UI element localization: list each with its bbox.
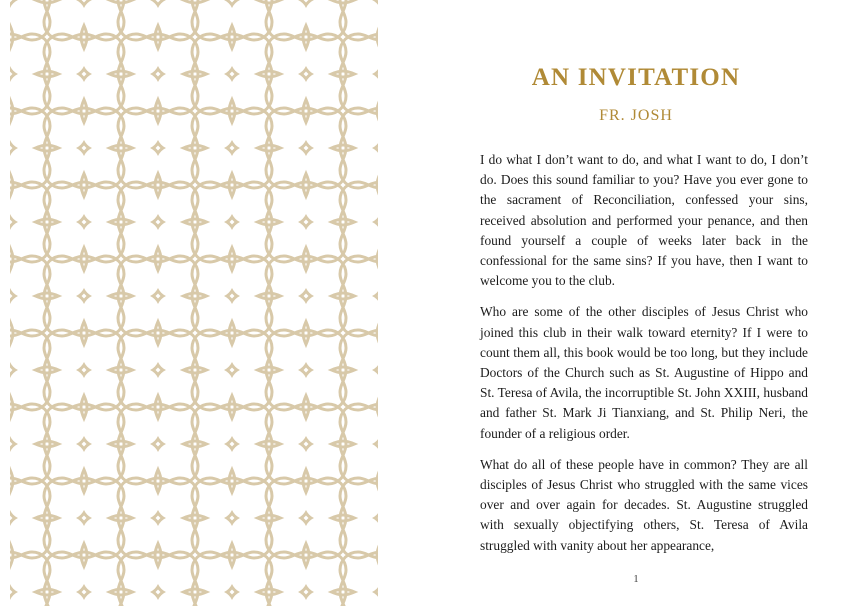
- body-text: [480, 150, 808, 556]
- right-page: [424, 0, 848, 606]
- paragraph: Who are some of the other disciples of Jesus Christ who joined this club in their walk toward eternity? If I were to count them all, this book would be too long, but they include Doctors of the Church such as St. Augustine of Hippo and St. Teresa of Avila, the incorruptible St. John XXIII, husband and father St. Mark Ji Tianxiang, and St. Philip Neri, the founder of a religious order.: [480, 304, 808, 441]
- chapter-author: FR. JOSH: [599, 107, 673, 124]
- paragraph: I do what I don’t want to do, and what I want to do, I don’t do. Does this sound familiar to you? Have you ever gone to the sacrament of Reconciliation, confessed your sins, received absolution and performed your penance, and then found yourself a couple of weeks later back in the confessional for the same sins? If you have, then I want to welcome you to the club.: [480, 152, 808, 289]
- page-number: 1: [633, 574, 639, 585]
- quatrefoil-lattice-icon: [10, 0, 378, 606]
- ornamental-pattern: [10, 0, 378, 606]
- paragraph: What do all of these people have in common? They are all disciples of Jesus Christ who struggled with the same vices over and over again for decades. St. Augustine struggled with sexually objectifying others, St. Teresa of Avila struggled with vanity about her appearance,: [480, 456, 808, 553]
- page-title: AN INVITATION: [531, 64, 741, 91]
